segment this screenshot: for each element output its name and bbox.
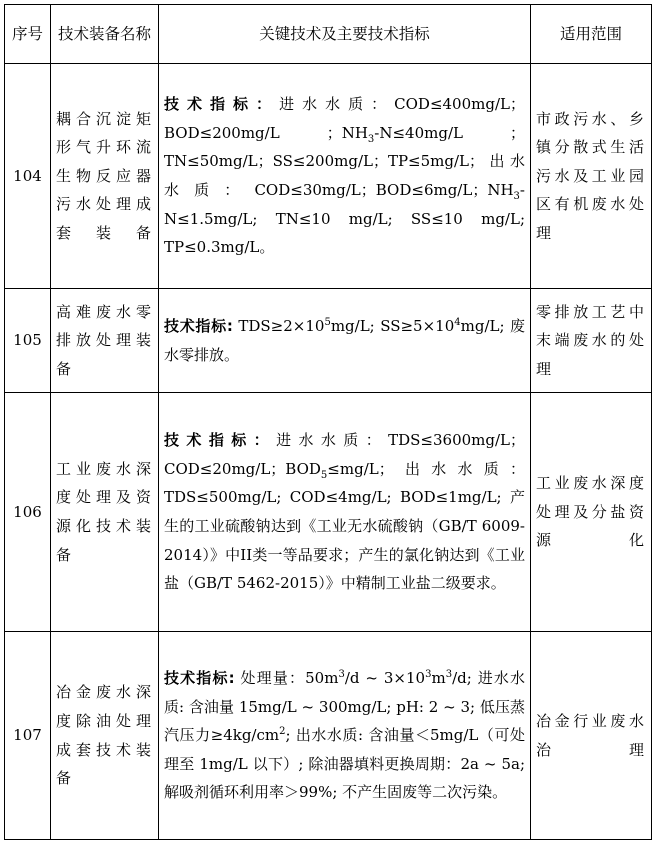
table-row	[5, 64, 652, 289]
scope-cell: 冶金行业废水治理	[531, 632, 652, 840]
header-no: 序号	[5, 5, 51, 64]
indicator-text: 处理量：50m	[234, 669, 339, 688]
indicator-text: 进水水质：COD≤400mg/L；BOD≤200mg/L ；NH	[164, 95, 525, 142]
subscript: 3	[513, 191, 520, 202]
table-row	[5, 393, 652, 632]
scope-cell: 工业废水深度处理及分盐资源化	[531, 393, 652, 632]
header-row	[5, 5, 652, 64]
equipment-name: 耦合沉淀矩形气升环流生物反应器污水处理成套装备	[51, 64, 159, 289]
scope-cell: 零排放工艺中末端废水的处理	[531, 289, 652, 393]
key-tech-cell	[159, 632, 531, 840]
subscript: 5	[320, 469, 328, 481]
row-number: 107	[5, 632, 51, 840]
subscript: 3	[367, 133, 375, 145]
indicator-text: 进水水质：TDS≤3600mg/L；COD≤20mg/L；BOD	[164, 431, 525, 478]
header-scope: 适用范围	[531, 5, 652, 64]
indicator-text: mg/L; SS≥5×10	[330, 316, 455, 335]
indicator-text: -N≤40mg/L ；TN≤50mg/L；SS≤200mg/L；TP≤5mg/L；出水水质：COD≤30mg/L；BOD≤6mg/L；NH	[164, 123, 525, 199]
indicator-text: TDS≥2×10	[232, 316, 325, 335]
indicator-label: 技术指标:	[164, 669, 235, 688]
superscript: 5	[324, 316, 331, 328]
indicator-text: ; 出水水质: 含油量＜5mg/L（可处理至 1mg/L 以下）; 除油器填料更换周期：2a ~ 5a; 解吸剂循环利用率＞99%; 不产生固废等二次污染。	[164, 726, 526, 802]
indicator-label: 技术指标：	[164, 431, 277, 450]
indicator-text: ≤mg/L；出水水质：TDS≤500mg/L; COD≤4mg/L; BOD≤1mg/L; 产生的工业硫酸钠达到《工业无水硫酸钠（GB/T 6009-2014）》中II类一等品要求；产生的氯化钠达到《工业盐（GB/T 5462-2015）》中精制工业盐二级要求。	[164, 459, 525, 593]
superscript: 2	[279, 726, 286, 738]
superscript: 4	[454, 316, 461, 328]
row-number: 105	[5, 289, 51, 393]
indicator-text: /d ~ 3×10	[344, 669, 426, 688]
superscript: 3	[338, 669, 345, 681]
key-tech-cell	[159, 289, 531, 393]
indicator-text: mg/L; 废水零排放。	[164, 316, 526, 364]
key-tech-cell	[159, 64, 531, 289]
indicator-text: m	[431, 669, 446, 688]
scope-cell: 市政污水、乡镇分散式生活污水及工业园区有机废水处理	[531, 64, 652, 289]
equipment-name: 工业废水深度处理及资源化技术装备	[51, 393, 159, 632]
equipment-table	[4, 4, 652, 840]
row-number: 104	[5, 64, 51, 289]
indicator-label: 技术指标:	[164, 316, 233, 335]
indicator-text: -N≤1.5mg/L; TN≤10 mg/L; SS≤10 mg/L; TP≤0.3mg/L。	[164, 181, 525, 257]
equipment-name: 冶金废水深度除油处理成套技术装备	[51, 632, 159, 840]
table-row	[5, 289, 652, 393]
table-row	[5, 632, 652, 840]
superscript: 3	[445, 669, 453, 681]
indicator-text: /d; 进水水质: 含油量 15mg/L ~ 300mg/L; pH: 2 ~ 3; 低压蒸汽压力≥4kg/cm	[164, 669, 525, 745]
indicator-label: 技术指标：	[164, 95, 280, 114]
superscript: 3	[425, 669, 432, 681]
key-tech-cell	[159, 393, 531, 632]
header-main: 关键技术及主要技术指标	[159, 5, 531, 64]
equipment-name: 高难废水零排放处理装备	[51, 289, 159, 393]
header-name: 技术装备名称	[51, 5, 159, 64]
row-number: 106	[5, 393, 51, 632]
